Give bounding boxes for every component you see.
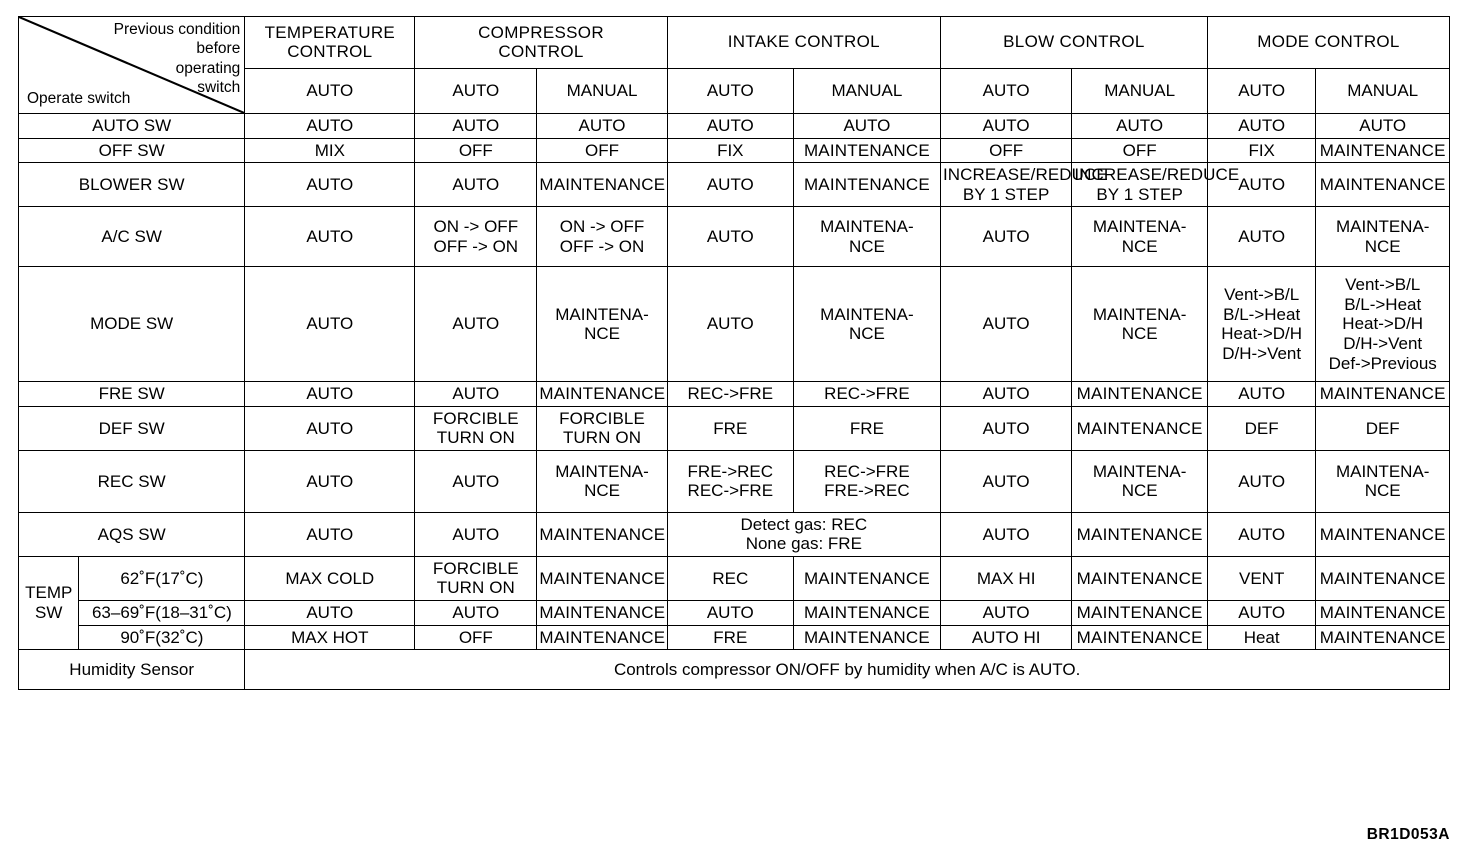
cell-ac-sw-compressor-auto: [415, 207, 537, 267]
cell-aqs-sw-compressor-auto: AUTO: [415, 512, 537, 556]
cell-rec-sw-intake-auto-line2: REC->FRE: [687, 481, 774, 501]
cell-auto-sw-mode-auto: AUTO: [1207, 114, 1315, 139]
row-label-fre-sw: FRE SW: [19, 382, 245, 407]
cell-temp-63f-intake-manual: MAINTENANCE: [793, 601, 940, 626]
table-row: [19, 114, 1450, 139]
cell-rec-sw-intake-manual: [793, 450, 940, 512]
table-row: [19, 267, 1450, 382]
cell-def-sw-mode-auto: DEF: [1207, 406, 1315, 450]
cell-auto-sw-intake-auto: AUTO: [667, 114, 793, 139]
cell-def-sw-compressor-auto-line2: TURN ON: [436, 428, 515, 448]
cell-rec-sw-temperature: AUTO: [245, 450, 415, 512]
cell-def-sw-compressor-manual: [537, 406, 667, 450]
cell-ac-sw-mode-manual-line2: NCE: [1364, 236, 1401, 256]
table-row: [19, 625, 1450, 650]
cell-rec-sw-compressor-manual: [537, 450, 667, 512]
cell-rec-sw-blow-auto: AUTO: [940, 450, 1071, 512]
cell-def-sw-compressor-auto: [415, 406, 537, 450]
cell-fre-sw-intake-auto: REC->FRE: [667, 382, 793, 407]
subheader-blow-manual: MANUAL: [1072, 68, 1208, 113]
cell-fre-sw-compressor-auto: AUTO: [415, 382, 537, 407]
cell-mode-sw-mode-auto: [1207, 267, 1315, 382]
cell-temp-90f-temperature: MAX HOT: [245, 625, 415, 650]
cell-rec-sw-intake-auto-line1: FRE->REC: [687, 461, 774, 481]
row-label-humidity-sensor: Humidity Sensor: [19, 650, 245, 690]
cell-ac-sw-blow-manual-line2: NCE: [1121, 236, 1158, 256]
row-label-ac-sw: A/C SW: [19, 207, 245, 267]
cell-rec-sw-intake-manual-line1: REC->FRE: [824, 461, 910, 481]
subheader-intake-auto: AUTO: [667, 68, 793, 113]
cell-mode-sw-intake-manual-line1: MAINTENA-: [820, 304, 914, 324]
previous-condition-line3: operating: [175, 59, 241, 77]
cell-temp-62f-intake-manual: MAINTENANCE: [793, 556, 940, 600]
cell-auto-sw-compressor-manual: AUTO: [537, 114, 667, 139]
cell-mode-sw-mode-auto-line1: Vent->B/L: [1224, 285, 1300, 305]
subheader-temperature-auto: AUTO: [245, 68, 415, 113]
cell-mode-sw-compressor-manual: [537, 267, 667, 382]
cell-auto-sw-blow-auto: AUTO: [940, 114, 1071, 139]
row-label-mode-sw: MODE SW: [19, 267, 245, 382]
cell-off-sw-compressor-auto: OFF: [415, 138, 537, 163]
cell-blower-sw-blow-manual-line2: BY 1 STEP: [1096, 184, 1183, 204]
cell-ac-sw-intake-auto: AUTO: [667, 207, 793, 267]
cell-temp-62f-compressor-auto-line2: TURN ON: [436, 578, 515, 598]
group-header-compressor-line2: CONTROL: [498, 42, 584, 62]
cell-fre-sw-blow-manual: MAINTENANCE: [1072, 382, 1208, 407]
cell-aqs-sw-mode-auto: AUTO: [1207, 512, 1315, 556]
cell-fre-sw-mode-manual: MAINTENANCE: [1316, 382, 1450, 407]
cell-blower-sw-blow-manual-line1: INCREASE/REDUCE: [1074, 165, 1240, 185]
cell-mode-sw-blow-manual-line2: NCE: [1121, 324, 1158, 344]
cell-mode-sw-intake-manual-line2: NCE: [848, 324, 885, 344]
row-label-rec-sw: REC SW: [19, 450, 245, 512]
subheader-intake-manual: MANUAL: [793, 68, 940, 113]
cell-def-sw-intake-manual: FRE: [793, 406, 940, 450]
cell-aqs-sw-compressor-manual: MAINTENANCE: [537, 512, 667, 556]
cell-mode-sw-intake-manual: [793, 267, 940, 382]
cell-fre-sw-mode-auto: AUTO: [1207, 382, 1315, 407]
cell-blower-sw-mode-manual: MAINTENANCE: [1316, 163, 1450, 207]
row-label-temp-sw-line1: TEMP: [25, 583, 73, 603]
cell-temp-90f-blow-auto: AUTO HI: [940, 625, 1071, 650]
cell-temp-62f-mode-auto: VENT: [1207, 556, 1315, 600]
group-header-blow-line1: BLOW CONTROL: [1003, 32, 1145, 52]
cell-temp-62f-temperature: MAX COLD: [245, 556, 415, 600]
group-header-intake-line1: INTAKE CONTROL: [727, 32, 880, 52]
cell-def-sw-mode-manual: DEF: [1316, 406, 1450, 450]
subheader-compressor-auto: AUTO: [415, 68, 537, 113]
cell-fre-sw-compressor-manual: MAINTENANCE: [537, 382, 667, 407]
cell-aqs-sw-intake: [667, 512, 940, 556]
cell-blower-sw-intake-manual: MAINTENANCE: [793, 163, 940, 207]
row-label-auto-sw: AUTO SW: [19, 114, 245, 139]
cell-temp-63f-blow-manual: MAINTENANCE: [1072, 601, 1208, 626]
cell-temp-62f-compressor-auto: [415, 556, 537, 600]
cell-rec-sw-mode-manual-line2: NCE: [1364, 481, 1401, 501]
table-header-groups: [19, 17, 1450, 69]
row-label-temp-sw-line2: SW: [35, 603, 63, 623]
cell-temp-63f-blow-auto: AUTO: [940, 601, 1071, 626]
cell-ac-sw-compressor-manual-line1: ON -> OFF: [559, 217, 645, 237]
temp-sw-value-62f: 62˚F(17˚C): [79, 556, 245, 600]
cell-temp-90f-compressor-auto: OFF: [415, 625, 537, 650]
previous-condition-line4: switch: [197, 79, 241, 97]
cell-def-sw-compressor-manual-line1: FORCIBLE: [559, 408, 645, 428]
cell-mode-sw-mode-auto-line3: Heat->D/H: [1221, 324, 1303, 344]
cell-fre-sw-blow-auto: AUTO: [940, 382, 1071, 407]
cell-ac-sw-mode-manual-line1: MAINTENA-: [1335, 217, 1430, 237]
cell-ac-sw-blow-manual-line1: MAINTENA-: [1092, 217, 1187, 237]
cell-def-sw-compressor-auto-line1: FORCIBLE: [432, 408, 519, 428]
table-row: [19, 556, 1450, 600]
cell-ac-sw-compressor-manual: [537, 207, 667, 267]
cell-temp-90f-compressor-manual: MAINTENANCE: [537, 625, 667, 650]
table-row: [19, 512, 1450, 556]
cell-mode-sw-mode-manual-line5: Def->Previous: [1328, 353, 1437, 373]
table-row: [19, 163, 1450, 207]
cell-ac-sw-intake-manual: [793, 207, 940, 267]
cell-blower-sw-compressor-manual: MAINTENANCE: [537, 163, 667, 207]
table-row: [19, 138, 1450, 163]
cell-aqs-sw-intake-line2: None gas: FRE: [745, 534, 862, 554]
cell-temp-62f-blow-auto: MAX HI: [940, 556, 1071, 600]
cell-blower-sw-intake-auto: AUTO: [667, 163, 793, 207]
cell-auto-sw-mode-manual: AUTO: [1316, 114, 1450, 139]
subheader-mode-auto: AUTO: [1207, 68, 1315, 113]
control-matrix-table: [18, 16, 1450, 690]
cell-def-sw-intake-auto: FRE: [667, 406, 793, 450]
previous-condition-line2: before: [196, 40, 241, 58]
row-label-def-sw: DEF SW: [19, 406, 245, 450]
cell-temp-63f-compressor-auto: AUTO: [415, 601, 537, 626]
cell-temp-63f-intake-auto: AUTO: [667, 601, 793, 626]
cell-temp-62f-mode-manual: MAINTENANCE: [1316, 556, 1450, 600]
cell-mode-sw-temperature: AUTO: [245, 267, 415, 382]
cell-rec-sw-intake-auto: [667, 450, 793, 512]
cell-temp-63f-mode-manual: MAINTENANCE: [1316, 601, 1450, 626]
cell-mode-sw-blow-manual-line1: MAINTENA-: [1092, 304, 1187, 324]
cell-blower-sw-blow-auto-line2: BY 1 STEP: [962, 184, 1050, 204]
table-row: [19, 382, 1450, 407]
cell-aqs-sw-temperature: AUTO: [245, 512, 415, 556]
cell-mode-sw-mode-auto-line4: D/H->Vent: [1222, 343, 1302, 363]
cell-rec-sw-mode-manual: [1316, 450, 1450, 512]
row-label-blower-sw: BLOWER SW: [19, 163, 245, 207]
row-label-off-sw: OFF SW: [19, 138, 245, 163]
previous-condition-line1: Previous condition: [113, 21, 241, 38]
table-row: [19, 650, 1450, 690]
group-header-mode-control: [1207, 17, 1449, 69]
cell-temp-90f-blow-manual: MAINTENANCE: [1072, 625, 1208, 650]
cell-blower-sw-compressor-auto: AUTO: [415, 163, 537, 207]
cell-auto-sw-blow-manual: AUTO: [1072, 114, 1208, 139]
cell-fre-sw-intake-manual: REC->FRE: [793, 382, 940, 407]
cell-temp-90f-intake-auto: FRE: [667, 625, 793, 650]
cell-def-sw-temperature: AUTO: [245, 406, 415, 450]
cell-auto-sw-temperature: AUTO: [245, 114, 415, 139]
cell-mode-sw-mode-auto-line2: B/L->Heat: [1223, 304, 1301, 324]
cell-def-sw-compressor-manual-line2: TURN ON: [562, 428, 642, 448]
temp-sw-value-63-69f: 63–69˚F(18–31˚C): [79, 601, 245, 626]
cell-ac-sw-blow-manual: [1072, 207, 1208, 267]
cell-off-sw-mode-auto: FIX: [1207, 138, 1315, 163]
cell-blower-sw-blow-manual: [1072, 163, 1240, 207]
group-header-blow-control: [940, 17, 1207, 69]
cell-rec-sw-intake-manual-line2: FRE->REC: [824, 481, 910, 501]
group-header-temperature-line2: CONTROL: [287, 42, 373, 62]
group-header-compressor-control: [415, 17, 667, 69]
cell-ac-sw-compressor-manual-line2: OFF -> ON: [559, 236, 645, 256]
cell-blower-sw-mode-auto: AUTO: [1207, 163, 1315, 207]
cell-temp-63f-mode-auto: AUTO: [1207, 601, 1315, 626]
cell-temp-62f-compressor-auto-line1: FORCIBLE: [432, 558, 519, 578]
figure-code: BR1D053A: [1366, 826, 1450, 843]
cell-off-sw-intake-auto: FIX: [667, 138, 793, 163]
corner-header-cell: [19, 17, 245, 114]
cell-mode-sw-mode-manual-line1: Vent->B/L: [1345, 275, 1421, 295]
cell-temp-90f-intake-manual: MAINTENANCE: [793, 625, 940, 650]
cell-off-sw-blow-manual: OFF: [1072, 138, 1208, 163]
cell-rec-sw-compressor-auto: AUTO: [415, 450, 537, 512]
cell-rec-sw-blow-manual: [1072, 450, 1208, 512]
cell-rec-sw-compressor-manual-line2: NCE: [584, 481, 620, 501]
group-header-temperature-control: [245, 17, 415, 69]
cell-def-sw-blow-auto: AUTO: [940, 406, 1071, 450]
cell-def-sw-blow-manual: MAINTENANCE: [1072, 406, 1208, 450]
cell-mode-sw-mode-manual: [1316, 267, 1450, 382]
cell-temp-90f-mode-auto: Heat: [1207, 625, 1315, 650]
cell-mode-sw-blow-manual: [1072, 267, 1208, 382]
cell-temp-62f-blow-manual: MAINTENANCE: [1072, 556, 1208, 600]
cell-temp-62f-compressor-manual: MAINTENANCE: [537, 556, 667, 600]
cell-ac-sw-blow-auto: AUTO: [940, 207, 1071, 267]
cell-rec-sw-compressor-manual-line1: MAINTENA-: [555, 461, 649, 481]
cell-mode-sw-mode-manual-line2: B/L->Heat: [1344, 294, 1422, 314]
previous-condition-label: [88, 20, 240, 98]
cell-ac-sw-mode-auto: AUTO: [1207, 207, 1315, 267]
cell-blower-sw-blow-auto: [940, 163, 1108, 207]
cell-off-sw-mode-manual: MAINTENANCE: [1316, 138, 1450, 163]
subheader-blow-auto: AUTO: [940, 68, 1071, 113]
cell-ac-sw-intake-manual-line1: MAINTENA-: [820, 217, 914, 237]
cell-aqs-sw-blow-auto: AUTO: [940, 512, 1071, 556]
group-header-temperature-line1: TEMPERATURE: [264, 22, 396, 42]
cell-ac-sw-mode-manual: [1316, 207, 1450, 267]
table-row: [19, 450, 1450, 512]
cell-rec-sw-blow-manual-line2: NCE: [1121, 481, 1158, 501]
cell-mode-sw-intake-auto: AUTO: [667, 267, 793, 382]
cell-mode-sw-mode-manual-line3: Heat->D/H: [1342, 314, 1424, 334]
table-row: [19, 601, 1450, 626]
cell-ac-sw-intake-manual-line2: NCE: [848, 236, 885, 256]
cell-off-sw-temperature: MIX: [245, 138, 415, 163]
row-label-aqs-sw: AQS SW: [19, 512, 245, 556]
operate-switch-label: Operate switch: [27, 90, 131, 108]
cell-ac-sw-temperature: AUTO: [245, 207, 415, 267]
cell-ac-sw-compressor-auto-line1: ON -> OFF: [433, 217, 519, 237]
cell-temp-90f-mode-manual: MAINTENANCE: [1316, 625, 1450, 650]
cell-temp-63f-temperature: AUTO: [245, 601, 415, 626]
cell-aqs-sw-blow-manual: MAINTENANCE: [1072, 512, 1208, 556]
cell-mode-sw-mode-manual-line4: D/H->Vent: [1343, 333, 1423, 353]
cell-ac-sw-compressor-auto-line2: OFF -> ON: [433, 236, 519, 256]
cell-rec-sw-blow-manual-line1: MAINTENA-: [1092, 461, 1187, 481]
cell-off-sw-blow-auto: OFF: [940, 138, 1071, 163]
cell-fre-sw-temperature: AUTO: [245, 382, 415, 407]
cell-humidity-description: Controls compressor ON/OFF by humidity when A/C is AUTO.: [245, 650, 1450, 690]
table-row: [19, 207, 1450, 267]
cell-aqs-sw-mode-manual: MAINTENANCE: [1316, 512, 1450, 556]
cell-temp-62f-intake-auto: REC: [667, 556, 793, 600]
subheader-compressor-manual: MANUAL: [537, 68, 667, 113]
cell-temp-63f-compressor-manual: MAINTENANCE: [537, 601, 667, 626]
cell-blower-sw-temperature: AUTO: [245, 163, 415, 207]
cell-rec-sw-mode-manual-line1: MAINTENA-: [1335, 461, 1430, 481]
temp-sw-value-90f: 90˚F(32˚C): [79, 625, 245, 650]
cell-mode-sw-blow-auto: AUTO: [940, 267, 1071, 382]
cell-off-sw-intake-manual: MAINTENANCE: [793, 138, 940, 163]
cell-off-sw-compressor-manual: OFF: [537, 138, 667, 163]
group-header-intake-control: [667, 17, 940, 69]
row-label-temp-sw: [19, 556, 79, 649]
cell-auto-sw-intake-manual: AUTO: [793, 114, 940, 139]
group-header-compressor-line1: COMPRESSOR: [478, 22, 604, 42]
cell-mode-sw-compressor-manual-line1: MAINTENA-: [555, 304, 649, 324]
cell-rec-sw-mode-auto: AUTO: [1207, 450, 1315, 512]
subheader-mode-manual: MANUAL: [1316, 68, 1450, 113]
cell-mode-sw-compressor-manual-line2: NCE: [584, 324, 620, 344]
cell-mode-sw-compressor-auto: AUTO: [415, 267, 537, 382]
table-row: [19, 406, 1450, 450]
cell-auto-sw-compressor-auto: AUTO: [415, 114, 537, 139]
cell-blower-sw-blow-auto-line1: INCREASE/REDUCE: [942, 165, 1108, 185]
group-header-mode-line1: MODE CONTROL: [1257, 32, 1400, 52]
cell-aqs-sw-intake-line1: Detect gas: REC: [740, 514, 868, 534]
